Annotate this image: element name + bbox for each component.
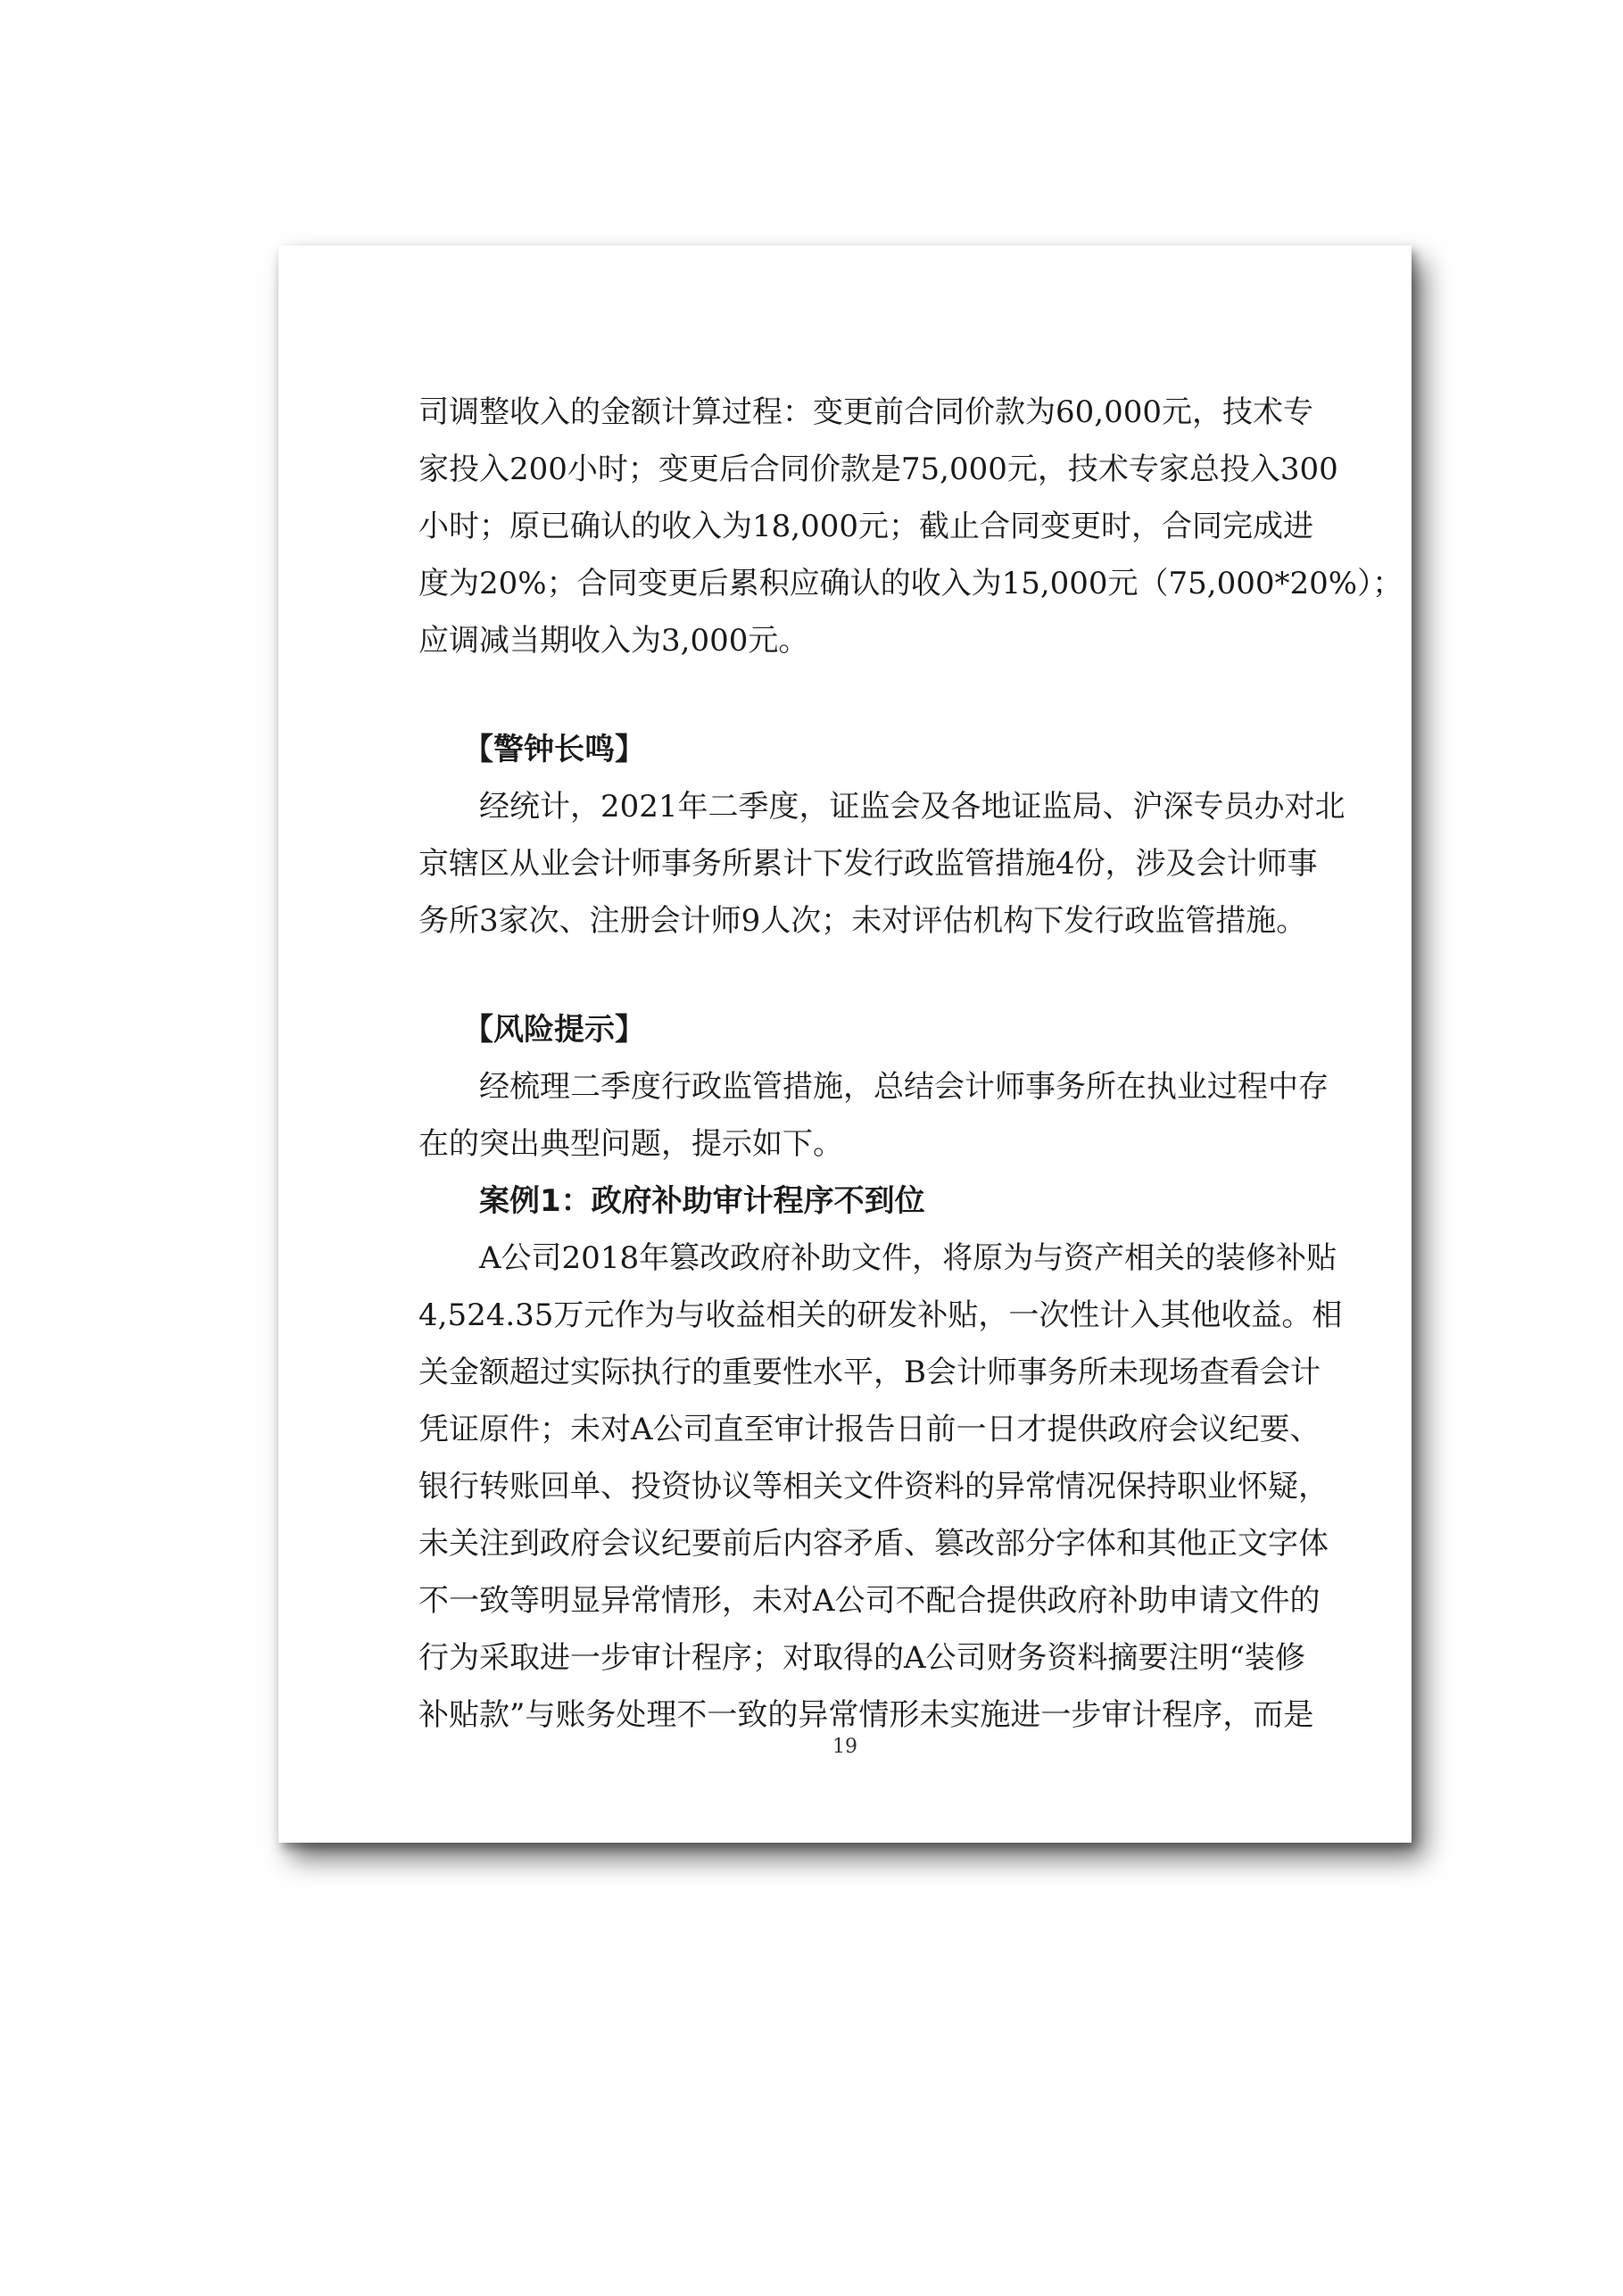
section-spacer <box>418 949 1271 1001</box>
paragraph-line: 务所3家次、注册会计师9人次；未对评估机构下发行政监管措施。 <box>418 903 1307 939</box>
paragraph-line: 度为20%；合同变更后累积应确认的收入为15,000元（75,000*20%）； <box>418 566 1404 601</box>
alarm-paragraph <box>418 778 1346 949</box>
paragraph-line: 行为采取进一步审计程序；对取得的A公司财务资料摘要注明“装修 <box>418 1640 1305 1676</box>
risk-heading: 【风险提示】 <box>463 1012 645 1048</box>
calculation-paragraph <box>418 384 1404 669</box>
paragraph-line: 家投入200小时；变更后合同价款是75,000元，技术专家总投入300 <box>418 452 1338 487</box>
paragraph-line: 在的突出典型问题，提示如下。 <box>418 1126 843 1162</box>
paragraph-line: 补贴款”与账务处理不一致的异常情形未实施进一步审计程序，而是 <box>418 1697 1314 1733</box>
case-title: 案例1：政府补助审计程序不到位 <box>479 1183 925 1219</box>
paragraph-line: 不一致等明显异常情形，未对A公司不配合提供政府补助申请文件的 <box>418 1583 1321 1619</box>
paragraph-line: 经梳理二季度行政监管措施，总结会计师事务所在执业过程中存 <box>479 1069 1329 1105</box>
paragraph-line: 银行转账回单、投资协议等相关文件资料的异常情况保持职业怀疑， <box>418 1469 1329 1504</box>
paragraph-line: 关金额超过实际执行的重要性水平，B会计师事务所未现场查看会计 <box>418 1355 1321 1390</box>
document-page <box>278 245 1412 1843</box>
paragraph-line: 应调减当期收入为3,000元。 <box>418 623 809 659</box>
paragraph-line: A公司2018年篡改政府补助文件，将原为与资产相关的装修补贴 <box>479 1240 1337 1276</box>
section-spacer <box>418 669 1271 721</box>
risk-paragraph <box>418 1058 1329 1173</box>
paragraph-line: 司调整收入的金额计算过程：变更前合同价款为60,000元，技术专 <box>418 394 1313 430</box>
page-content <box>418 384 1404 1744</box>
page-number: 19 <box>832 1736 857 1758</box>
paragraph-line: 京辖区从业会计师事务所累计下发行政监管措施4份，涉及会计师事 <box>418 846 1318 882</box>
case-paragraph <box>418 1230 1343 1744</box>
alarm-heading: 【警钟长鸣】 <box>463 732 645 767</box>
paragraph-line: 经统计，2021年二季度，证监会及各地证监局、沪深专员办对北 <box>479 789 1346 825</box>
paragraph-line: 未关注到政府会议纪要前后内容矛盾、篡改部分字体和其他正文字体 <box>418 1526 1329 1562</box>
paragraph-line: 凭证原件；未对A公司直至审计报告日前一日才提供政府会议纪要、 <box>418 1412 1321 1447</box>
paragraph-line: 小时；原已确认的收入为18,000元；截止合同变更时，合同完成进 <box>418 509 1313 544</box>
paragraph-line: 4,524.35万元作为与收益相关的研发补贴，一次性计入其他收益。相 <box>418 1297 1343 1333</box>
